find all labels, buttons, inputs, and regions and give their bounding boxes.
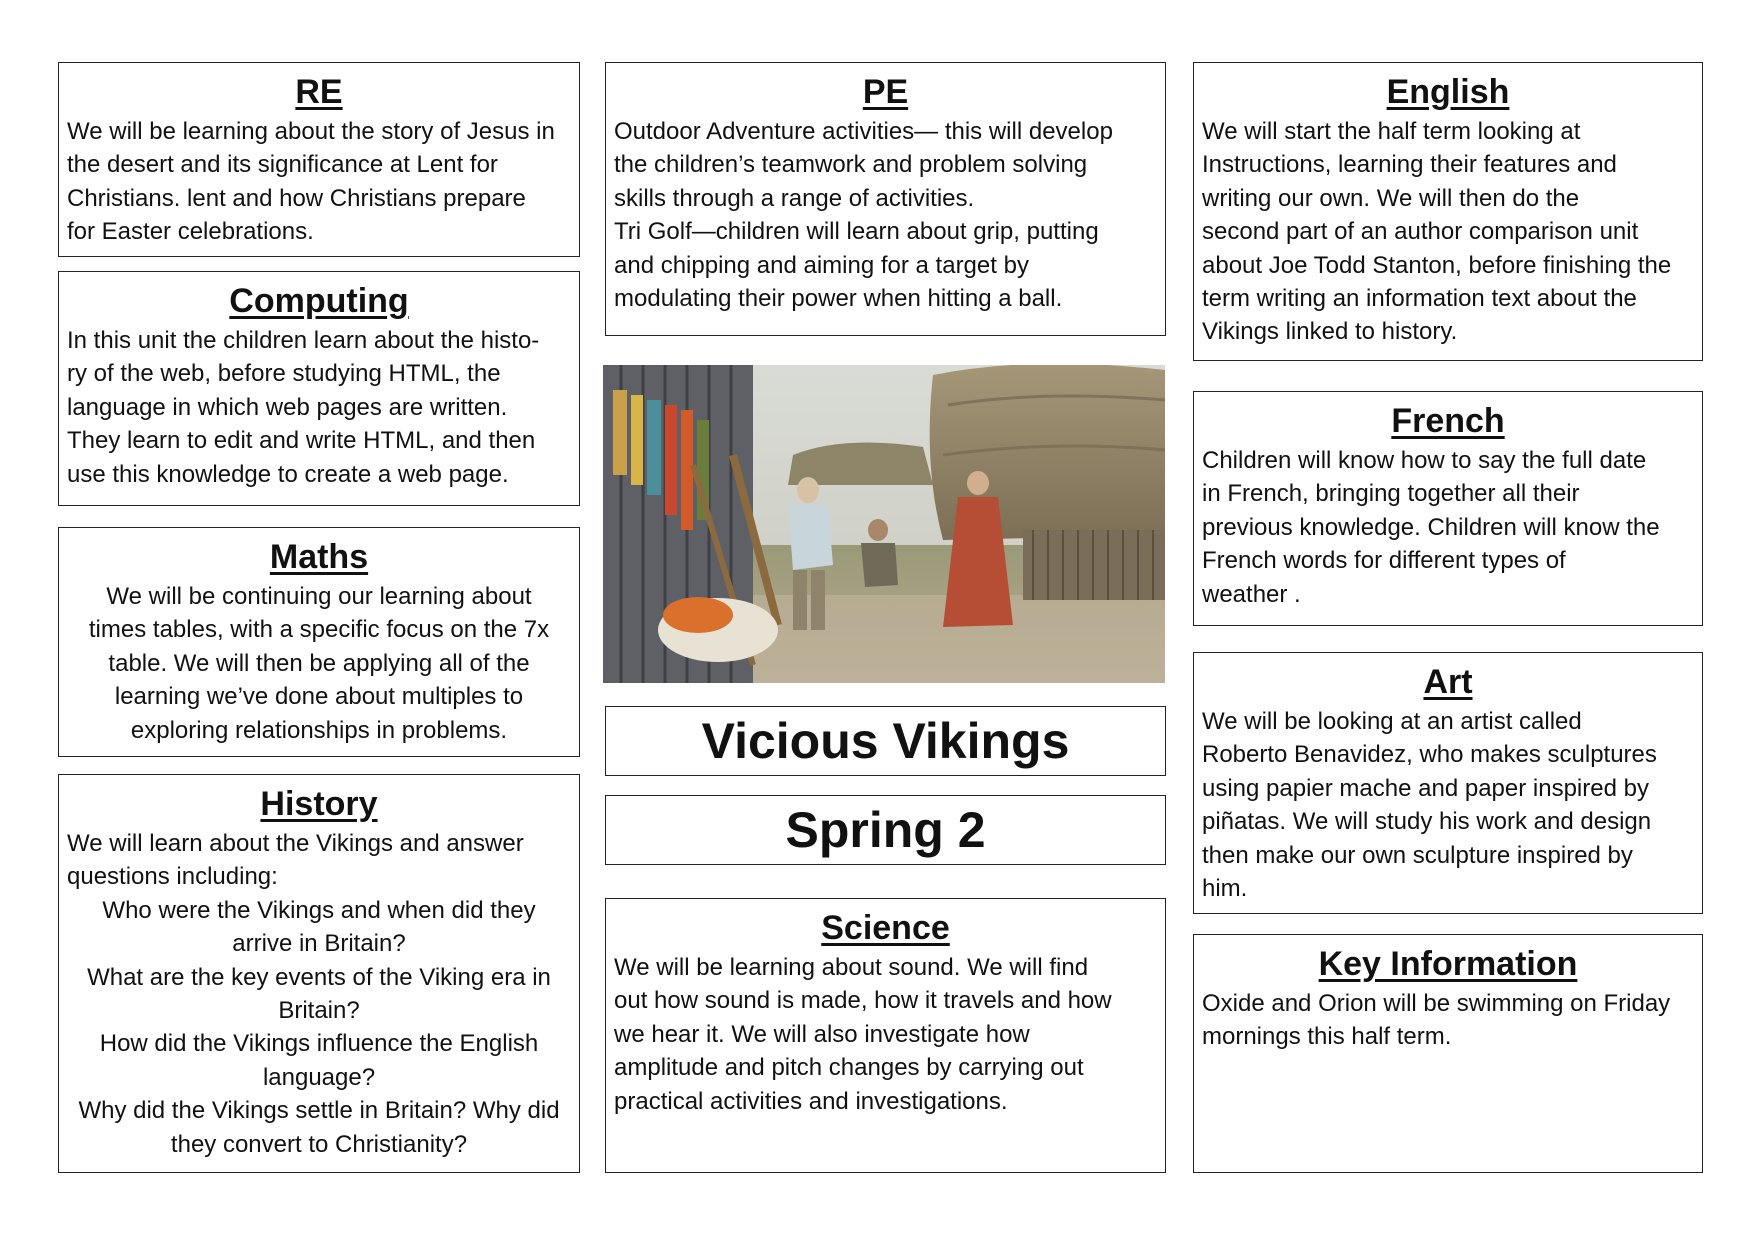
science-heading: Science	[821, 909, 950, 947]
art-panel	[1193, 652, 1703, 914]
french-line: French words for different types of	[1202, 547, 1566, 575]
key-information-panel	[1193, 934, 1703, 1173]
re-heading: RE	[295, 73, 343, 111]
history-intro	[67, 827, 571, 894]
history-line: We will learn about the Vikings and answer	[67, 830, 524, 857]
science-line: we hear it. We will also investigate how	[614, 1020, 1030, 1048]
french-heading: French	[1391, 402, 1505, 440]
history-question-line: What are the key events of the Viking era in	[87, 963, 551, 991]
art-line: then make our own sculpture inspired by	[1202, 841, 1633, 869]
re-line: the desert and its significance at Lent for	[67, 151, 498, 179]
re-panel	[58, 62, 580, 257]
history-panel	[58, 774, 580, 1173]
english-text	[1202, 115, 1694, 349]
english-line: term writing an information text about the	[1202, 285, 1637, 313]
re-line: Christians. lent and how Christians prepare	[67, 184, 526, 212]
key-information-line: Oxide and Orion will be swimming on Friday	[1202, 990, 1671, 1017]
art-line: him.	[1202, 875, 1248, 903]
art-text	[1202, 705, 1694, 905]
key-information-heading: Key Information	[1318, 945, 1578, 983]
maths-heading: Maths	[269, 538, 369, 576]
maths-panel	[58, 527, 580, 757]
history-question-line: Britain?	[278, 997, 360, 1025]
maths-line: learning we’ve done about multiples to	[114, 683, 524, 711]
computing-line: use this knowledge to create a web page.	[67, 460, 509, 488]
history-line: questions including:	[67, 863, 278, 891]
science-line: out how sound is made, how it travels and how	[614, 987, 1112, 1015]
pe-line: skills through a range of activities.	[614, 184, 975, 212]
history-questions	[67, 894, 571, 1161]
pe-line: the children’s teamwork and problem solving	[614, 151, 1088, 179]
history-question-line: Why did the Vikings settle in Britain? Why did	[78, 1097, 560, 1125]
viking-village-photo	[603, 365, 1165, 683]
art-line: We will be looking at an artist called	[1202, 708, 1582, 735]
art-line: using papier mache and paper inspired by	[1202, 774, 1649, 802]
science-line: We will be learning about sound. We will find	[614, 954, 1089, 981]
science-line: practical activities and investigations.	[614, 1087, 1008, 1115]
french-text	[1202, 444, 1694, 611]
computing-line: ry of the web, before studying HTML, the	[67, 360, 501, 388]
maths-line: times tables, with a specific focus on the 7x	[88, 616, 550, 644]
science-panel	[605, 898, 1166, 1173]
english-line: Vikings linked to history.	[1202, 318, 1458, 346]
english-line: about Joe Todd Stanton, before finishing the	[1202, 251, 1672, 279]
art-line: Roberto Benavidez, who makes sculptures	[1202, 741, 1657, 769]
english-line: We will start the half term looking at	[1202, 118, 1581, 145]
history-question-line: arrive in Britain?	[232, 930, 406, 958]
computing-text	[67, 324, 571, 491]
pe-line: Tri Golf—children will learn about grip, putting	[614, 218, 1099, 246]
key-information-line: mornings this half term.	[1202, 1023, 1452, 1051]
key-information-text	[1202, 987, 1694, 1054]
pe-heading: PE	[862, 73, 909, 111]
maths-line: We will be continuing our learning about	[106, 583, 532, 610]
history-question-line: How did the Vikings influence the English	[99, 1030, 539, 1058]
french-line: weather .	[1202, 580, 1301, 608]
pe-line: and chipping and aiming for a target by	[614, 251, 1029, 279]
history-question-line: Who were the Vikings and when did they	[102, 896, 536, 924]
english-line: Instructions, learning their features and	[1202, 151, 1617, 179]
pe-line: Outdoor Adventure activities— this will develop	[614, 118, 1113, 145]
re-line: We will be learning about the story of Jesus in	[67, 118, 555, 145]
history-heading: History	[260, 785, 378, 823]
computing-line: They learn to edit and write HTML, and then	[67, 427, 536, 455]
maths-text	[67, 580, 571, 747]
english-heading: English	[1386, 73, 1510, 111]
re-text	[67, 115, 571, 249]
history-question-line: language?	[262, 1063, 376, 1091]
pe-text	[614, 115, 1157, 315]
science-text	[614, 951, 1157, 1118]
french-panel	[1193, 391, 1703, 626]
maths-line: exploring relationships in problems.	[130, 716, 508, 744]
computing-panel	[58, 271, 580, 506]
french-line: in French, bringing together all their	[1202, 480, 1580, 508]
history-question-line: they convert to Christianity?	[170, 1130, 468, 1158]
re-line: for Easter celebrations.	[67, 218, 314, 246]
art-heading: Art	[1423, 663, 1473, 701]
maths-line: table. We will then be applying all of the	[108, 649, 530, 677]
computing-line: language in which web pages are written.	[67, 393, 508, 421]
science-line: amplitude and pitch changes by carrying out	[614, 1054, 1084, 1082]
english-line: writing our own. We will then do the	[1202, 184, 1580, 212]
computing-heading: Computing	[229, 282, 409, 320]
topic-title: Vicious Vikings	[605, 706, 1166, 776]
french-line: previous knowledge. Children will know the	[1202, 513, 1660, 541]
french-line: Children will know how to say the full date	[1202, 447, 1647, 474]
term-title: Spring 2	[605, 795, 1166, 865]
computing-line: In this unit the children learn about the histo-	[67, 327, 540, 354]
art-line: piñatas. We will study his work and design	[1202, 808, 1652, 836]
english-panel	[1193, 62, 1703, 361]
pe-panel	[605, 62, 1166, 336]
english-line: second part of an author comparison unit	[1202, 218, 1639, 246]
pe-line: modulating their power when hitting a ball.	[614, 285, 1063, 313]
